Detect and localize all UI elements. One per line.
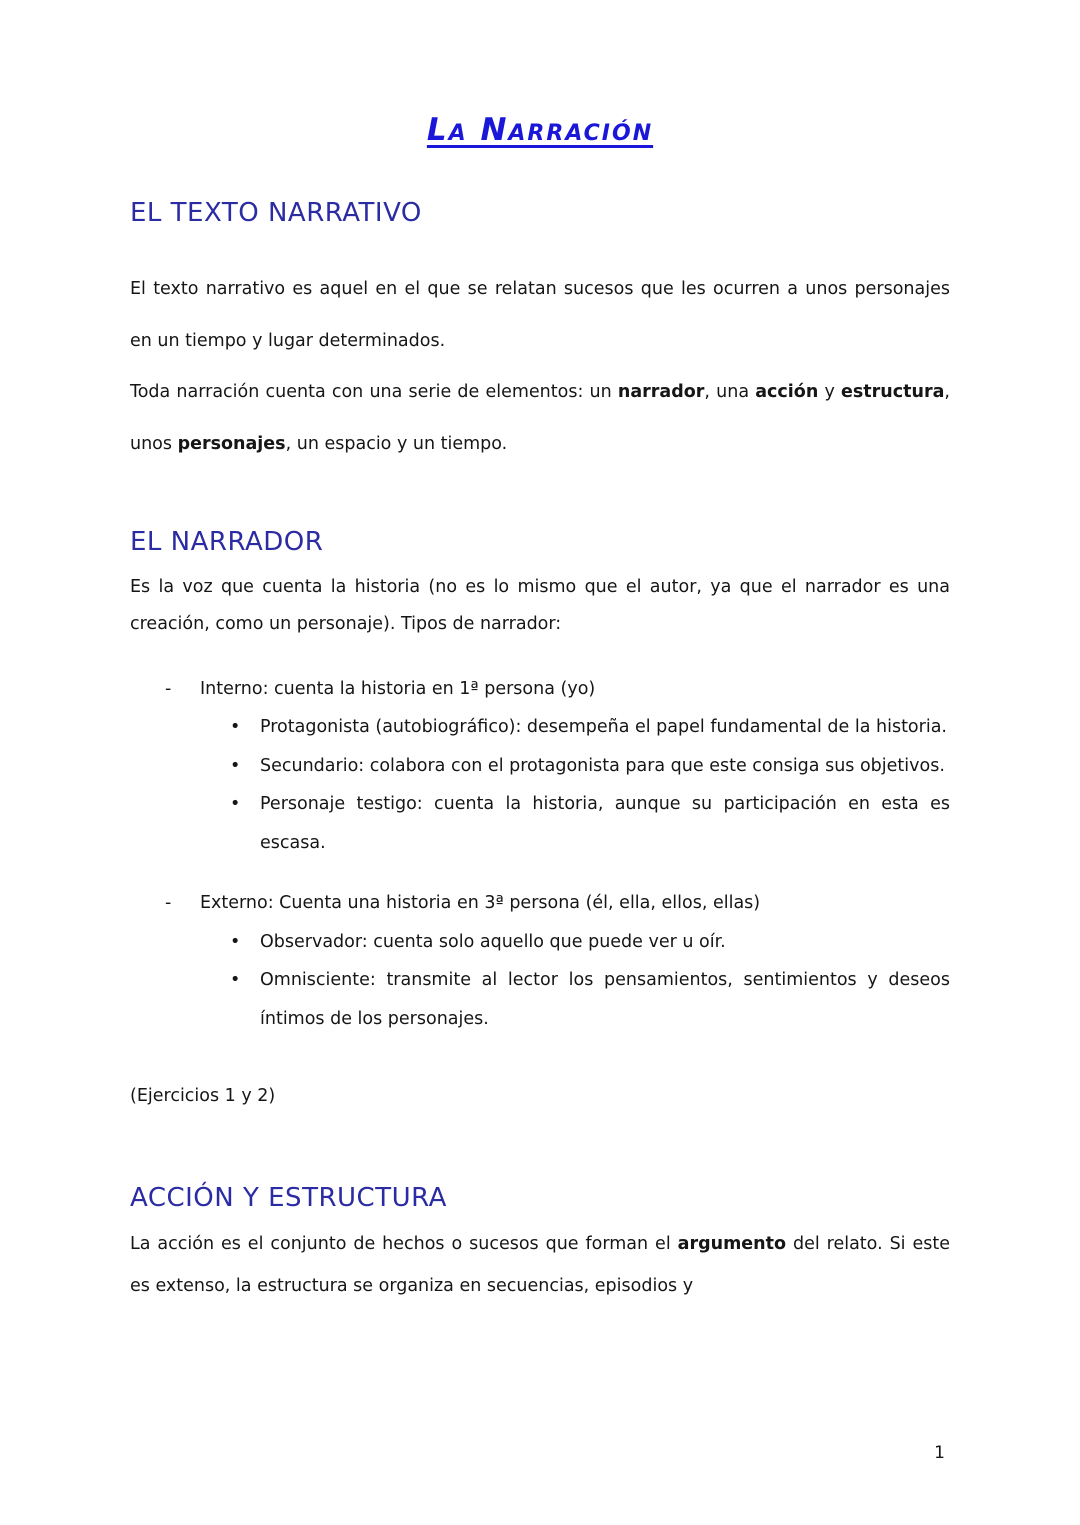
list-item-text: Secundario: colabora con el protagonista para que este consiga sus objetivos. <box>260 755 945 776</box>
page-number: 1 <box>934 1443 945 1463</box>
bullet-marker: • <box>230 931 241 952</box>
list-item-interno <box>130 670 950 709</box>
list-item-secundario <box>130 747 950 786</box>
list-item-text: Observador: cuenta solo aquello que puede ver u oír. <box>260 931 726 952</box>
list-item-personaje-testigo <box>130 785 950 862</box>
text-segment: , un espacio y un tiempo. <box>285 433 508 454</box>
document-title: La Narración <box>426 112 654 148</box>
bullet-marker: • <box>230 794 241 815</box>
bold-estructura: estructura <box>841 382 945 403</box>
text-segment: del relato. Si este es extenso, la estructura se organiza en secuencias, episodios y <box>130 1233 950 1296</box>
list-item-omnisciente <box>130 961 950 1038</box>
bold-narrador: narrador <box>617 382 705 403</box>
bullet-marker: • <box>230 970 241 991</box>
bold-personajes: personajes <box>177 433 286 454</box>
heading-el-texto-narrativo: EL TEXTO NARRATIVO <box>130 198 422 228</box>
bullet-marker: • <box>230 755 241 776</box>
text-segment: y <box>818 382 842 403</box>
list-item-text: Omnisciente: transmite al lector los pensamientos, sentimientos y deseos íntimos de los personajes. <box>260 970 950 1029</box>
bold-argumento: argumento <box>677 1233 787 1254</box>
heading-el-narrador: EL NARRADOR <box>130 526 324 557</box>
text-segment: Toda narración cuenta con una serie de elementos: un <box>130 382 618 403</box>
bold-accion: acción <box>755 382 819 403</box>
exercises-note: (Ejercicios 1 y 2) <box>130 1086 276 1107</box>
paragraph-accion <box>130 1223 950 1307</box>
list-item-observador <box>130 923 950 962</box>
heading-accion-y-estructura: ACCIÓN Y ESTRUCTURA <box>130 1182 447 1213</box>
text-segment: , unos <box>130 382 950 454</box>
dash-marker: - <box>165 678 172 699</box>
list-item-externo <box>130 884 950 923</box>
narrator-types-list <box>130 670 950 1039</box>
text-segment: La acción es el conjunto de hechos o sucesos que forman el <box>130 1233 678 1254</box>
list-item-text: Protagonista (autobiográfico): desempeña el papel fundamental de la historia. <box>260 717 947 738</box>
list-item-text: Externo: Cuenta una historia en 3ª persona (él, ella, ellos, ellas) <box>200 893 761 914</box>
bullet-marker: • <box>230 717 241 738</box>
text-segment: , una <box>704 382 756 403</box>
list-item-protagonista <box>130 708 950 747</box>
dash-marker: - <box>165 893 172 914</box>
list-item-text: Interno: cuenta la historia en 1ª persona (yo) <box>200 678 596 699</box>
paragraph-narrador-intro: Es la voz que cuenta la historia (no es lo mismo que el autor, ya que el narrador es una creación, como un personaje). Tipos de narrador: <box>130 576 950 635</box>
list-item-text: Personaje testigo: cuenta la historia, aunque su participación en esta es escasa. <box>260 794 950 853</box>
paragraph-elementos <box>130 367 950 470</box>
paragraph-texto-narrativo: El texto narrativo es aquel en el que se relatan sucesos que les ocurren a unos personajes en un tiempo y lugar determinados. <box>130 279 950 351</box>
